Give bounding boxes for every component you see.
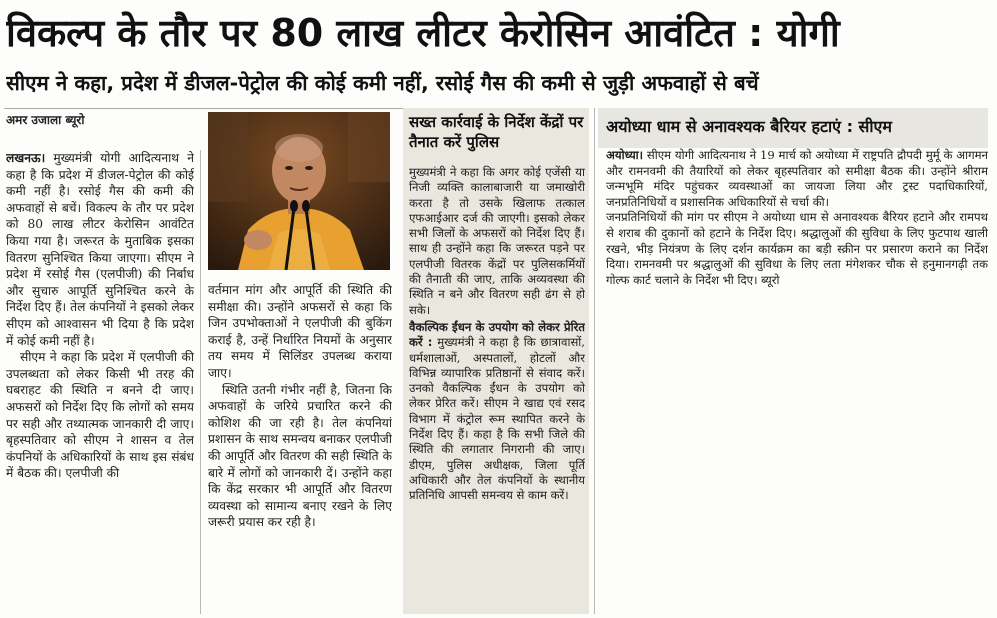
sidebar-text	[409, 165, 585, 611]
main-story-paragraph: स्थिति उतनी गंभीर नहीं है, जितना कि अफवाहों के जरिये प्रचारित करने की कोशिश की जा रही है। तेल कंपनियां प्रशासन के साथ समन्वय बनाकर एलपीजी की आपूर्ति और वितरण की सही स्थिति के बारे में लोगों को जानकारी दें। उन्होंने कहा कि केंद्र सरकार भी आपूर्ति और वितरण व्यवस्था को सामान्य बनाए रखने के लिए जरूरी प्रयास कर रही है।	[208, 382, 392, 530]
subheadline: सीएम ने कहा, प्रदेश में डीजल-पेट्रोल की कोई कमी नहीं, रसोई गैस की कमी से जुड़ी अफवाहों से बचें	[6, 71, 759, 95]
dateline: लखनऊ।	[6, 151, 46, 165]
main-story-text: मुख्यमंत्री योगी आदित्यनाथ ने कहा है कि प्रदेश में डीजल-पेट्रोल की कोई कमी नहीं है। रसोई गैस की कमी की अफवाहों से बचें। विकल्प के तौर पर प्रदेश को 80 लाख लीटर केरोसिन आवंटित किया गया है। जरूरत के मुताबिक इसका वितरण सुनिश्चित किया जाएगा। सीएम ने प्रदेश में रसोई गैस (एलपीजी) की निर्बाध और सुचारु आपूर्ति सुनिश्चित करने के निर्देश दिए हैं। तेल कंपनियों ने इसको लेकर सीएम को आश्वासन भी दिया है कि प्रदेश में कोई कमी नहीं है।	[6, 151, 194, 348]
headline: विकल्प के तौर पर 80 लाख लीटर केरोसिन आवंटित : योगी	[6, 11, 840, 55]
sidebar-paragraph	[409, 320, 585, 504]
dateline: अयोध्या।	[606, 148, 644, 162]
right-story-paragraph: जनप्रतिनिधियों की मांग पर सीएम ने अयोध्या धाम से अनावश्यक बैरियर हटाने और रामपथ से शराब की दुकानों को हटाने के निर्देश दिए। श्रद्धालुओं की सुविधा के लिए फुटपाथ खाली रखने, भीड़ नियंत्रण के लिए दर्शन कार्यक्रम का बड़ी स्क्रीन पर प्रसारण कराने का निर्देश दिया। रामनवमी पर श्रद्धालुओं की सुविधा के लिए लता मंगेशकर चौक से हनुमानगढ़ी तक गोल्फ कार्ट चलाने के निर्देश भी दिए। ब्यूरो	[606, 210, 988, 287]
right-story-title: अयोध्या धाम से अनावश्यक बैरियर हटाएं : सीएम	[606, 117, 892, 136]
photo	[208, 112, 390, 270]
sidebar-title: सख्त कार्रवाई के निर्देश केंद्रों पर तैनात करें पुलिस	[409, 113, 584, 151]
right-story-paragraph	[606, 148, 988, 210]
main-story-column-1	[6, 150, 194, 614]
column-divider	[200, 150, 201, 614]
main-story-column-2	[208, 282, 392, 614]
main-story-paragraph: वर्तमान मांग और आपूर्ति की स्थिति की समीक्षा की। उन्होंने अफसरों से कहा कि जिन उपभोक्ताओं ने एलपीजी की बुकिंग कराई है, उन्हें निर्धारित नियमों के अनुसार तय समय में सिलिंडर उपलब्ध कराया जाए।	[208, 283, 392, 380]
sidebar-text-span: मुख्यमंत्री ने कहा है कि छात्रावासों, धर्मशालाओं, अस्पतालों, होटलों और विभिन्न व्यापारिक प्रतिष्ठानों से संवाद करें। उनको वैकल्पिक ईंधन के उपयोग को लेकर प्रेरित करें। सीएम ने खाद्य एवं रसद विभाग में कंट्रोल रूम स्थापित करने के निर्देश दिए हैं। कहा है कि सभी जिले की स्थिति की लगातार निगरानी की जाए। डीएम, पुलिस अधीक्षक, जिला पूर्ति अधिकारी और तेल कंपनियों के स्थानीय प्रतिनिधि आपसी समन्वय से काम करें।	[409, 335, 585, 503]
main-story-paragraph: सीएम ने कहा कि प्रदेश में एलपीजी की उपलब्धता को लेकर किसी भी तरह की घबराहट की स्थिति न बनने दी जाए। अफसरों को निर्देश दिए कि लोगों को समय पर सही और तथ्यात्मक जानकारी दी जाए। बृहस्पतिवार को सीएम ने शासन व तेल कंपनियों के अधिकारियों के साथ इस संबंध में बैठक की। एलपीजी की	[6, 350, 194, 481]
byline: अमर उजाला ब्यूरो	[6, 113, 85, 127]
column-divider	[594, 108, 595, 614]
main-story-paragraph	[6, 150, 194, 349]
sidebar-paragraph: मुख्यमंत्री ने कहा कि अगर कोई एजेंसी या निजी व्यक्ति कालाबाजारी या जमाखोरी करता है तो उसके खिलाफ तत्काल एफआईआर दर्ज की जाएगी। इसको लेकर सभी जिलों के अफसरों को निर्देश दिए हैं। साथ ही उन्होंने कहा कि जरूरत पड़ने पर एलपीजी वितरक केंद्रों पर पुलिसकर्मियों की तैनाती की जाए, ताकि अव्यवस्था की स्थिति न बने और वितरण सही ढंग से हो सके।	[409, 165, 585, 317]
photo-of-speaker-icon	[208, 112, 390, 270]
right-story-text-span: सीएम योगी आदित्यनाथ ने 19 मार्च को अयोध्या में राष्ट्रपति द्रौपदी मुर्मू के आगमन और रामनवमी की तैयारियों को लेकर बृहस्पतिवार को समीक्षा बैठक की। उन्होंने श्रीराम जन्मभूमि मंदिर पहुंचकर व्यवस्थाओं का जायजा लिया और ट्रस्ट पदाधिकारियों, जनप्रतिनिधियों व प्रशासनिक अधिकारियों से चर्चा की।	[606, 148, 988, 209]
divider	[4, 108, 404, 109]
right-story-text	[606, 148, 988, 308]
sidebar-subhead: वैकल्पिक ईंधन के उपयोग को लेकर प्रेरित करें :	[409, 319, 585, 350]
